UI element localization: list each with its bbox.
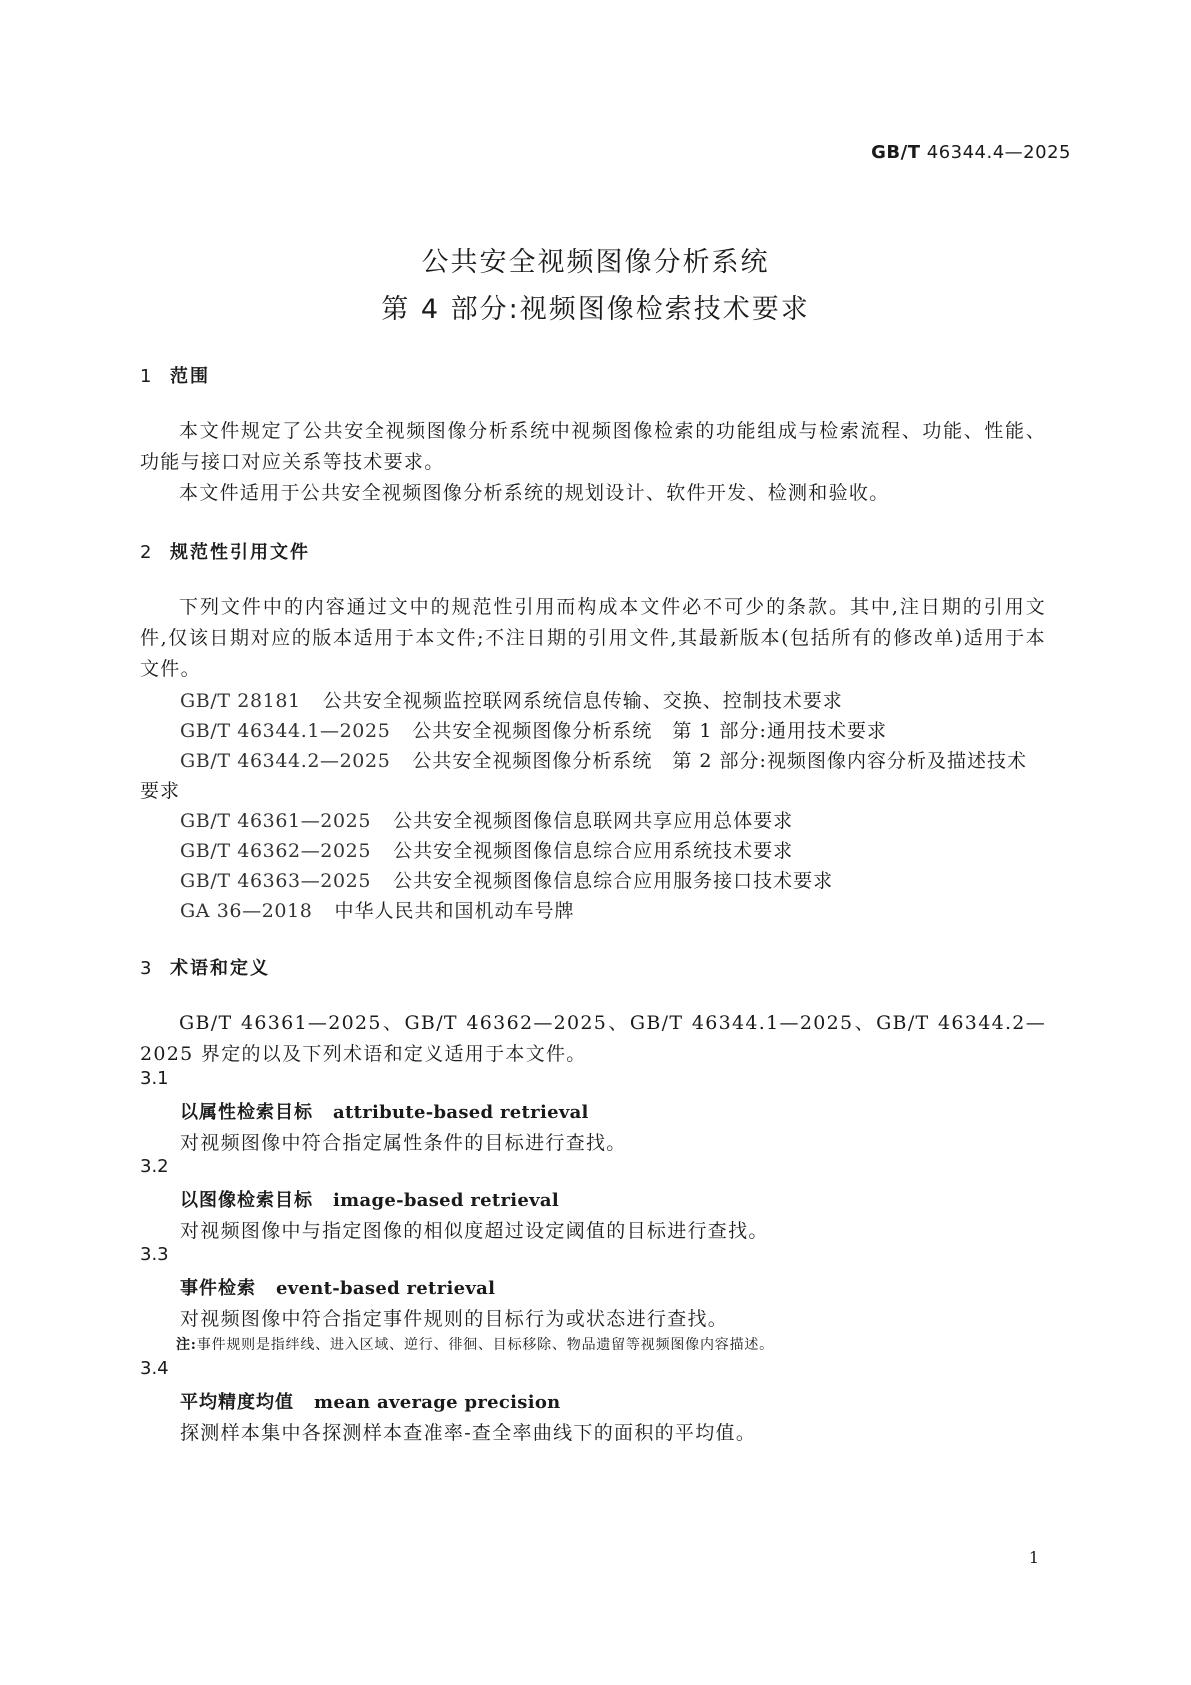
standard-number	[871, 142, 1071, 163]
reference-title: 公共安全视频图像信息综合应用系统技术要求	[393, 840, 794, 862]
standard-prefix: GB/T	[871, 142, 921, 163]
reference-code: GB/T 46344.2—2025	[180, 750, 391, 772]
standard-code: 46344.4—2025	[926, 142, 1071, 163]
reference-item	[180, 836, 793, 863]
reference-code: GA 36—2018	[180, 900, 313, 922]
reference-title: 公共安全视频图像分析系统 第 2 部分:视频图像内容分析及描述技术	[412, 750, 1027, 772]
term-number: 3.1	[140, 1068, 169, 1089]
term-en: mean average precision	[314, 1392, 561, 1413]
term-definition: 探测样本集中各探测样本查准率-查全率曲线下的面积的平均值。	[180, 1422, 757, 1444]
term-heading	[180, 1274, 495, 1300]
reference-item	[180, 716, 887, 743]
reference-item	[180, 746, 1027, 773]
term-heading	[180, 1098, 589, 1124]
reference-item	[180, 806, 793, 833]
term-number: 3.3	[140, 1244, 169, 1265]
section-3-heading	[140, 954, 270, 980]
term-note	[176, 1334, 774, 1354]
note-text: 事件规则是指绊线、进入区域、逆行、徘徊、目标移除、物品遗留等视频图像内容描述。	[196, 1337, 774, 1353]
reference-item	[180, 896, 574, 923]
scope-paragraph-1: 本文件规定了公共安全视频图像分析系统中视频图像检索的功能组成与检索流程、功能、性能、功能与接口对应关系等技术要求。	[140, 420, 1046, 473]
reference-title-continuation: 要求	[140, 780, 181, 802]
term-definition: 对视频图像中符合指定属性条件的目标进行查找。	[180, 1132, 627, 1154]
reference-code: GB/T 46363—2025	[180, 870, 372, 892]
reference-code: GB/T 28181	[180, 690, 301, 712]
reference-code: GB/T 46362—2025	[180, 840, 372, 862]
reference-code: GB/T 46361—2025	[180, 810, 372, 832]
term-zh: 平均精度均值	[180, 1392, 294, 1413]
reference-title: 中华人民共和国机动车号牌	[334, 900, 575, 922]
section-number: 1	[140, 366, 154, 387]
reference-item	[180, 866, 833, 893]
document-title-line-1: 公共安全视频图像分析系统	[421, 247, 770, 278]
term-definition: 对视频图像中与指定图像的相似度超过设定阈值的目标进行查找。	[180, 1220, 769, 1242]
section-title: 范围	[170, 366, 210, 387]
reference-title: 公共安全视频图像分析系统 第 1 部分:通用技术要求	[412, 720, 887, 742]
reference-title: 公共安全视频图像信息综合应用服务接口技术要求	[393, 870, 834, 892]
normative-references-intro: 下列文件中的内容通过文中的规范性引用而构成本文件必不可少的条款。其中,注日期的引用文件,仅该日期对应的版本适用于本文件;不注日期的引用文件,其最新版本(包括所有的修改单)适用于本文件。	[140, 596, 1046, 680]
reference-title: 公共安全视频监控联网系统信息传输、交换、控制技术要求	[322, 690, 843, 712]
term-zh: 事件检索	[180, 1278, 256, 1299]
section-number: 3	[140, 958, 154, 979]
reference-item	[180, 686, 843, 713]
term-zh: 以属性检索目标	[180, 1102, 313, 1123]
term-en: attribute-based retrieval	[333, 1102, 589, 1123]
section-number: 2	[140, 542, 154, 563]
section-2-heading	[140, 538, 310, 564]
page-number: 1	[1028, 1548, 1039, 1567]
term-definition: 对视频图像中符合指定事件规则的目标行为或状态进行查找。	[180, 1308, 729, 1330]
term-zh: 以图像检索目标	[180, 1190, 313, 1211]
document-title-line-2: 第 4 部分:视频图像检索技术要求	[381, 294, 810, 325]
term-number: 3.2	[140, 1156, 169, 1177]
term-heading	[180, 1186, 559, 1212]
term-en: image-based retrieval	[333, 1190, 560, 1211]
section-title: 规范性引用文件	[170, 542, 310, 563]
scope-paragraph-2: 本文件适用于公共安全视频图像分析系统的规划设计、软件开发、检测和验收。	[179, 482, 890, 504]
section-title: 术语和定义	[170, 958, 270, 979]
reference-code: GB/T 46344.1—2025	[180, 720, 391, 742]
term-number: 3.4	[140, 1358, 169, 1379]
note-label: 注:	[176, 1337, 197, 1353]
reference-title: 公共安全视频图像信息联网共享应用总体要求	[393, 810, 794, 832]
terms-intro: GB/T 46361—2025、GB/T 46362—2025、GB/T 46344.1—2025、GB/T 46344.2—2025 界定的以及下列术语和定义适用于本文件。	[140, 1012, 1046, 1065]
term-en: event-based retrieval	[276, 1278, 496, 1299]
term-heading	[180, 1388, 561, 1414]
section-1-heading	[140, 362, 210, 388]
